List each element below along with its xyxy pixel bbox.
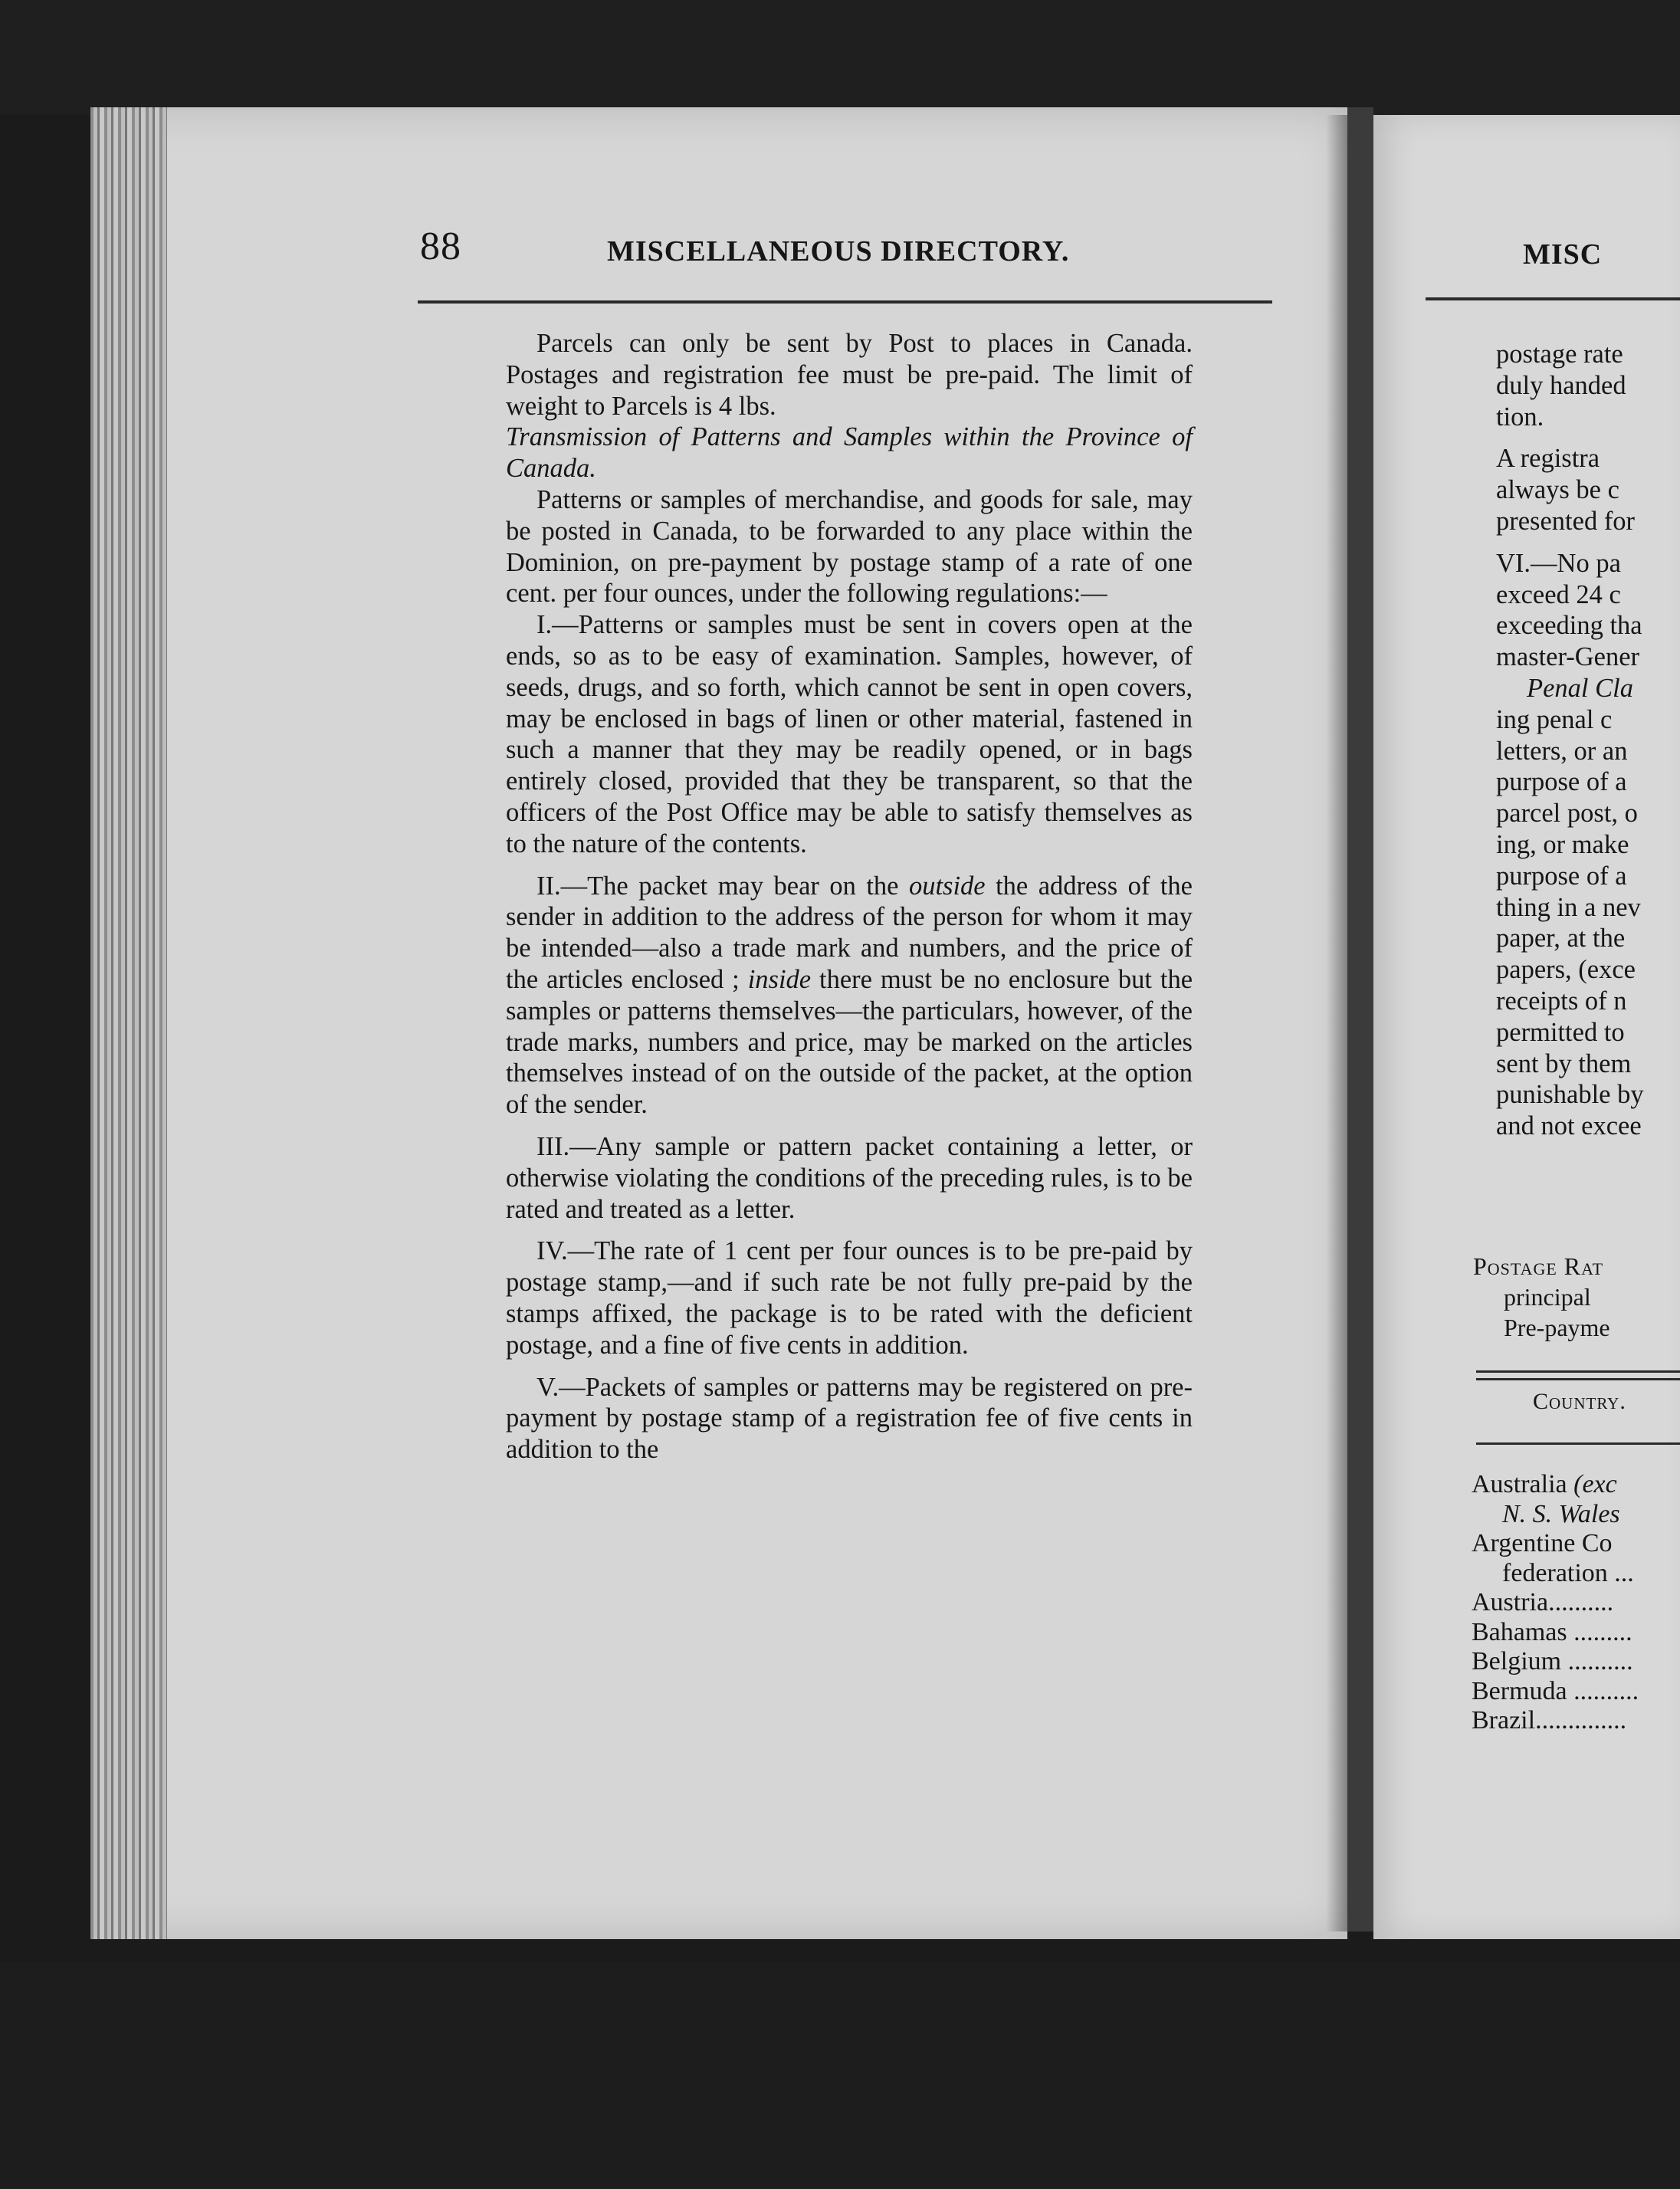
- country-row: federation ...: [1502, 1558, 1634, 1587]
- right-line: ing, or make: [1496, 829, 1629, 859]
- postage-title-line: Pre-payme: [1504, 1314, 1610, 1341]
- right-line: tion.: [1496, 402, 1544, 432]
- paragraph-parcels: Parcels can only be sent by Post to places in Canada. Postages and registration fee must be pre-paid. The limit of weight to Parcels is 4 lbs.: [506, 329, 1193, 421]
- right-line: punishable by: [1496, 1080, 1644, 1110]
- country-row: Brazil..............: [1472, 1706, 1627, 1734]
- rule-i: I.—Patterns or samples must be sent in covers open at the ends, so as to be easy of examination. Samples, however, of seeds, drugs, and so forth, which cannot be sent in open covers, may be enclosed in bags of linen or other material, fastened in such a manner that they may be readily opened, or in bags entirely closed, provided that they be transparent, so that the officers of the Post Office may be able to satisfy themselves as to the nature of the contents.: [506, 610, 1193, 858]
- right-line: parcel post, o: [1496, 799, 1638, 829]
- right-line: purpose of a: [1496, 861, 1627, 891]
- rule-v: V.—Packets of samples or patterns may be registered on pre-payment by postage stamp of a registration fee of five cents in addition to the: [506, 1372, 1193, 1465]
- film-border-top: [0, 0, 1680, 115]
- page-number: 88: [420, 225, 461, 268]
- country-column-header: Country.: [1533, 1389, 1626, 1414]
- right-line: presented for: [1496, 506, 1636, 536]
- rule-ii-text-e: there must be no enclosure but the samples or patterns themselves—the particulars, however, of the trade marks, numbers and price, may be marked on the articles themselves instead of on the outside of the packet, at the option of the sender.: [506, 964, 1193, 1120]
- country-row: Bermuda ..........: [1472, 1676, 1639, 1705]
- table-rule-top-2: [1476, 1378, 1680, 1380]
- right-line: papers, (exce: [1496, 955, 1636, 985]
- running-head-right: MISC: [1523, 238, 1603, 271]
- country-row: Austria..........: [1472, 1588, 1614, 1616]
- right-line: ing penal c: [1496, 704, 1613, 734]
- film-border-bottom: [0, 1962, 1680, 2189]
- right-line: duly handed: [1496, 370, 1626, 400]
- country-list: [1472, 1470, 1680, 1736]
- spine-shadow: [1326, 115, 1347, 1931]
- right-line: VI.—No pa: [1496, 548, 1621, 578]
- rule-ii-outside: outside: [908, 871, 986, 901]
- right-line: A registra: [1496, 444, 1600, 474]
- country-row: Argentine Co: [1472, 1529, 1613, 1557]
- header-rule-right: [1426, 297, 1680, 300]
- right-line: purpose of a: [1496, 767, 1627, 797]
- country-row: Belgium ..........: [1472, 1647, 1633, 1675]
- running-head-title: MISCELLANEOUS DIRECTORY.: [607, 235, 1070, 267]
- rule-ii: [506, 871, 1193, 1121]
- rule-ii-text-c: the address of the sender in addition to the address of the person for whom it may be intended—also a trade mark and numbers, and the price of the articles enclosed ;: [506, 871, 1193, 994]
- right-line: letters, or an: [1496, 736, 1628, 766]
- section-heading-patterns: Transmission of Patterns and Samples within the Province of Canada.: [506, 422, 1193, 484]
- running-head-left: [420, 225, 1271, 276]
- rule-iv: IV.—The rate of 1 cent per four ounces is to be pre-paid by postage stamp,—and if such rate be not fully pre-paid by the stamps affixed, the package is to be rated with the deficient postage, and a fine of five cents in addition.: [506, 1236, 1193, 1360]
- right-line: paper, at the: [1496, 924, 1626, 953]
- right-line: thing in a nev: [1496, 892, 1641, 922]
- right-line: exceed 24 c: [1496, 579, 1621, 609]
- right-line: always be c: [1496, 475, 1619, 505]
- postage-title-line: Postage Rat: [1473, 1252, 1604, 1280]
- right-line: Penal Cla: [1527, 673, 1633, 703]
- rule-ii-text-a: II.—The packet may bear on the: [536, 871, 909, 901]
- left-page-body: [506, 328, 1193, 1465]
- book-gutter: [1347, 107, 1373, 1931]
- table-rule-top: [1476, 1370, 1680, 1373]
- country-name: Australia: [1472, 1470, 1574, 1498]
- right-line: exceeding tha: [1496, 611, 1642, 641]
- right-line: sent by them: [1496, 1049, 1632, 1078]
- country-row: N. S. Wales: [1502, 1499, 1620, 1528]
- country-row: Bahamas .........: [1472, 1617, 1632, 1646]
- right-line: master-Gener: [1496, 642, 1640, 672]
- country-row: [1472, 1470, 1680, 1500]
- page-stack-edge: [90, 107, 167, 1939]
- right-line: permitted to: [1496, 1017, 1625, 1047]
- right-line: postage rate: [1496, 340, 1623, 369]
- paragraph-patterns-intro: Patterns or samples of merchandise, and goods for sale, may be posted in Canada, to be forwarded to any place within the Dominion, on pre-payment by postage stamp of a rate of one cent. per four ounces, under the following regulations:—: [506, 484, 1193, 609]
- rule-iii: III.—Any sample or pattern packet containing a letter, or otherwise violating the conditions of the preceding rules, is to be rated and treated as a letter.: [506, 1131, 1193, 1224]
- right-page-body: [1496, 339, 1680, 1142]
- table-header-rule: [1476, 1442, 1680, 1445]
- country-note: (exc: [1573, 1470, 1617, 1498]
- right-line: receipts of n: [1496, 986, 1627, 1016]
- postage-title-line: principal: [1504, 1283, 1591, 1311]
- rule-ii-inside: inside: [747, 964, 812, 994]
- right-line: and not excee: [1496, 1111, 1642, 1141]
- header-rule: [418, 300, 1272, 304]
- postage-rates-heading: [1473, 1251, 1680, 1343]
